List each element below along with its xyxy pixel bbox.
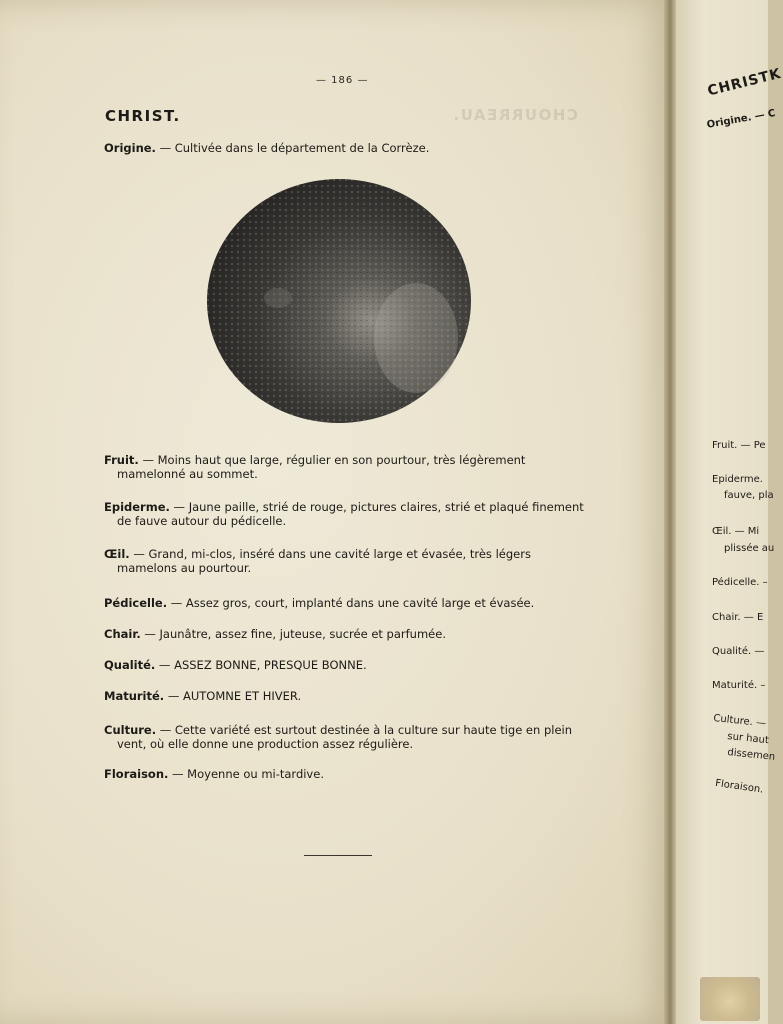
entry-text: — AUTOMNE ET HIVER. (164, 689, 302, 703)
entry-label: Œil. (104, 547, 130, 561)
entry-label: Fruit. (104, 453, 139, 467)
entry-label: Epiderme. (104, 500, 170, 514)
bleed-through-heading: CHOURREAU. (452, 106, 578, 124)
next-page-label: Maturité. – (712, 680, 766, 691)
next-page-label: dissemen (726, 747, 776, 763)
variety-title: CHRIST. (105, 107, 181, 125)
entry-chair (104, 627, 593, 641)
entry-label: Pédicelle. (104, 596, 168, 610)
next-page-label: Fruit. — Pe (712, 440, 766, 451)
entry-pedicelle (104, 596, 593, 610)
next-page-label: Epiderme. (712, 474, 763, 485)
next-page-origin: Origine. — C (706, 107, 777, 131)
entry-label: Maturité. (104, 689, 165, 703)
entry-label: Qualité. (104, 658, 156, 672)
page-number: — 186 — (316, 75, 369, 86)
next-page-label: Chair. — E (712, 612, 764, 623)
entry-label: Chair. (104, 627, 141, 641)
next-page-label: Pédicelle. – (712, 577, 768, 588)
entry-text: — ASSEZ BONNE, PRESQUE BONNE. (155, 658, 367, 672)
next-page-label: Qualité. — (712, 646, 765, 657)
entry-fruit (104, 453, 593, 481)
entry-floraison (104, 767, 593, 781)
next-page-title: CHRISTK (706, 65, 783, 100)
entry-text: — Cette variété est surtout destinée à la culture sur haute tige en plein vent, où elle donne une production assez régulière. (117, 723, 572, 751)
entry-qualite (104, 658, 593, 672)
watermark-thumbnail (700, 977, 760, 1021)
right-page (676, 0, 783, 1024)
next-page-label: plissée au (724, 543, 775, 554)
entry-label: Culture. (104, 723, 157, 737)
apple-photograph (206, 178, 472, 424)
entry-culture (104, 723, 593, 751)
next-page-label: fauve, pla (724, 490, 774, 501)
entry-text: — Grand, mi-clos, inséré dans une cavité large et évasée, très légers mamelons au pourtour. (117, 547, 531, 575)
next-page-label: Culture. — (712, 713, 767, 730)
entry-label: Floraison. (104, 767, 169, 781)
next-page-label: Œil. — Mi (712, 526, 760, 537)
entry-oeil (104, 547, 593, 575)
next-page-label: sur haut (726, 731, 770, 747)
origin-line (104, 141, 429, 155)
next-page-label: Floraison. (714, 778, 765, 796)
origin-label: Origine. (104, 141, 156, 155)
origin-text: — Cultivée dans le département de la Corrèze. (155, 141, 430, 155)
entry-text: — Assez gros, court, implanté dans une cavité large et évasée. (167, 596, 535, 610)
entry-text: — Moins haut que large, régulier en son pourtour, très légèrement mamelonné au sommet. (117, 453, 526, 481)
end-rule (304, 855, 372, 856)
entry-epiderme (104, 500, 593, 528)
entry-text: — Jaunâtre, assez fine, juteuse, sucrée et parfumée. (140, 627, 446, 641)
entry-text: — Jaune paille, strié de rouge, pictures claires, strié et plaqué finement de fauve autour du pédicelle. (117, 500, 584, 528)
entry-maturite (104, 689, 593, 703)
entry-text: — Moyenne ou mi-tardive. (168, 767, 324, 781)
